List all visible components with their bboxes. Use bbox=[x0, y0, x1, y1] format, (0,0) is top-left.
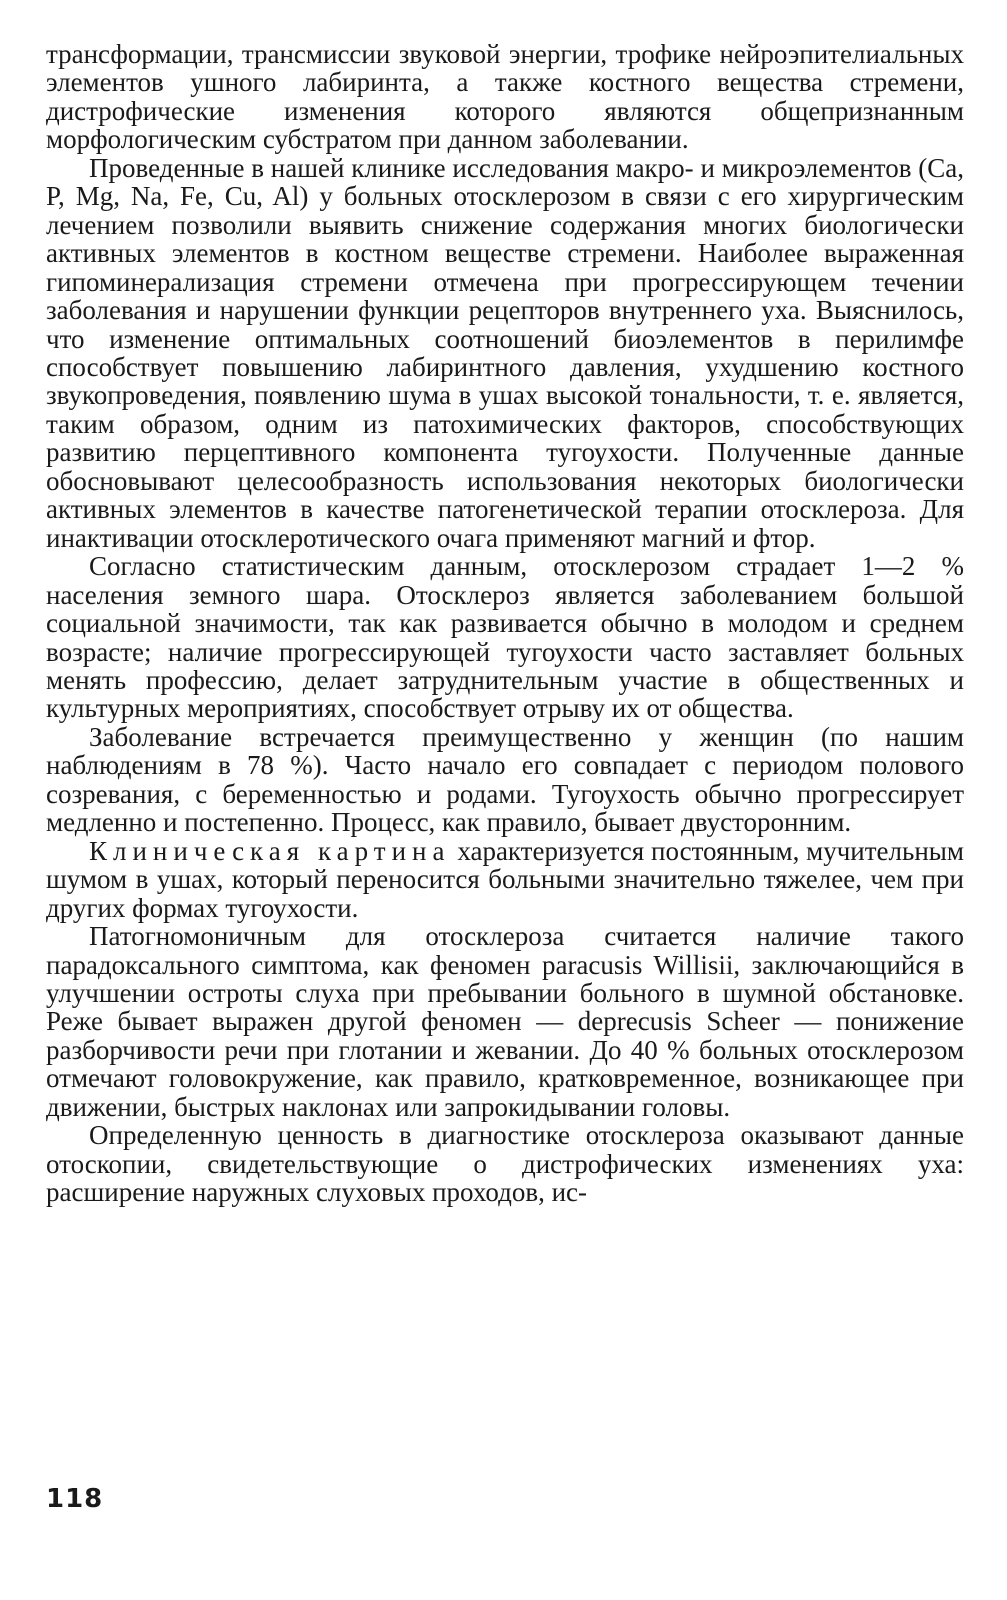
paragraph-statistics: Согласно статистическим данным, отосклерозом страдает 1—2 % населения земного шара. Отосклероз является заболеванием большой социальной значимости, так как развивается обычно в молодом и среднем возрасте; наличие прогрессирующей тугоухости часто заставляет больных менять профессию, делает затруднительным участие в общественных и культурных мероприятиях, способствует отрыву их от общества. bbox=[46, 551, 964, 724]
spaced-lead-term: Клиническая картина bbox=[89, 835, 451, 866]
paragraph-women: Заболевание встречается преимущественно у женщин (по нашим наблюдениям в 78 %). Часто начало его совпадает с периодом полового созревания, с беременностью и родами. Тугоухость обычно прогрессирует медленно и постепенно. Процесс, как правило, бывает двусторонним. bbox=[46, 721, 964, 838]
paragraph-clinical-picture bbox=[46, 837, 964, 922]
paragraph-otoscopy: Определенную ценность в диагностике отосклероза оказывают данные отоскопии, свидетельствующие о дистрофических изменениях уха: расширение наружных слуховых проходов, ис- bbox=[46, 1120, 964, 1208]
paragraph-symptoms: Патогномоничным для отосклероза считается наличие такого парадоксального симптома, как феномен paracusis Willisii, заключающийся в улучшении остроты слуха при пребывании больного в шумной обстановке. Реже бывает выражен другой феномен — deprecusis Scheer — понижение разборчивости речи при глотании и жевании. До 40 % больных отосклерозом отмечают головокружение, как правило, кратковременное, возникающее при движении, быстрых наклонах или запрокидывании головы. bbox=[46, 921, 964, 1122]
body-text bbox=[46, 40, 964, 1207]
clinical-picture-text: характеризуется постоянным, мучительным шумом в ушах, который переносится больными значительно тяжелее, чем при других формах тугоухости. bbox=[46, 835, 964, 923]
paragraph-continuation: трансформации, трансмиссии звуковой энергии, трофике нейроэпителиальных элементов ушного лабиринта, а также костного вещества стремени, дистрофические изменения которого являются общепризнанным морфологическим субстратом при данном заболевании. bbox=[46, 39, 964, 155]
paragraph-microelements: Проведенные в нашей клинике исследования макро- и микроэлементов (Ca, P, Mg, Na, Fe, Cu, Al) у больных отосклерозом в связи с его хирургическим лечением позволили выявить снижение содержания многих биологически активных элементов в костном веществе стремени. Наиболее выраженная гипоминерализация стремени отмечена при прогрессирующем течении заболевания и нарушении функции рецепторов внутреннего уха. Выяснилось, что изменение оптимальных соотношений биоэлементов в перилимфе способствует повышению лабиринтного давления, ухудшению костного звукопроведения, появлению шума в ушах высокой тональности, т. е. является, таким образом, одним из патохимических факторов, способствующих развитию перцептивного компонента тугоухости. Полученные данные обосновывают целесообразность использования некоторых биологически активных элементов в качестве патогенетической терапии отосклероза. Для инактивации отосклеротического очага применяют магний и фтор. bbox=[46, 152, 964, 553]
page-number: 118 bbox=[46, 1484, 104, 1514]
